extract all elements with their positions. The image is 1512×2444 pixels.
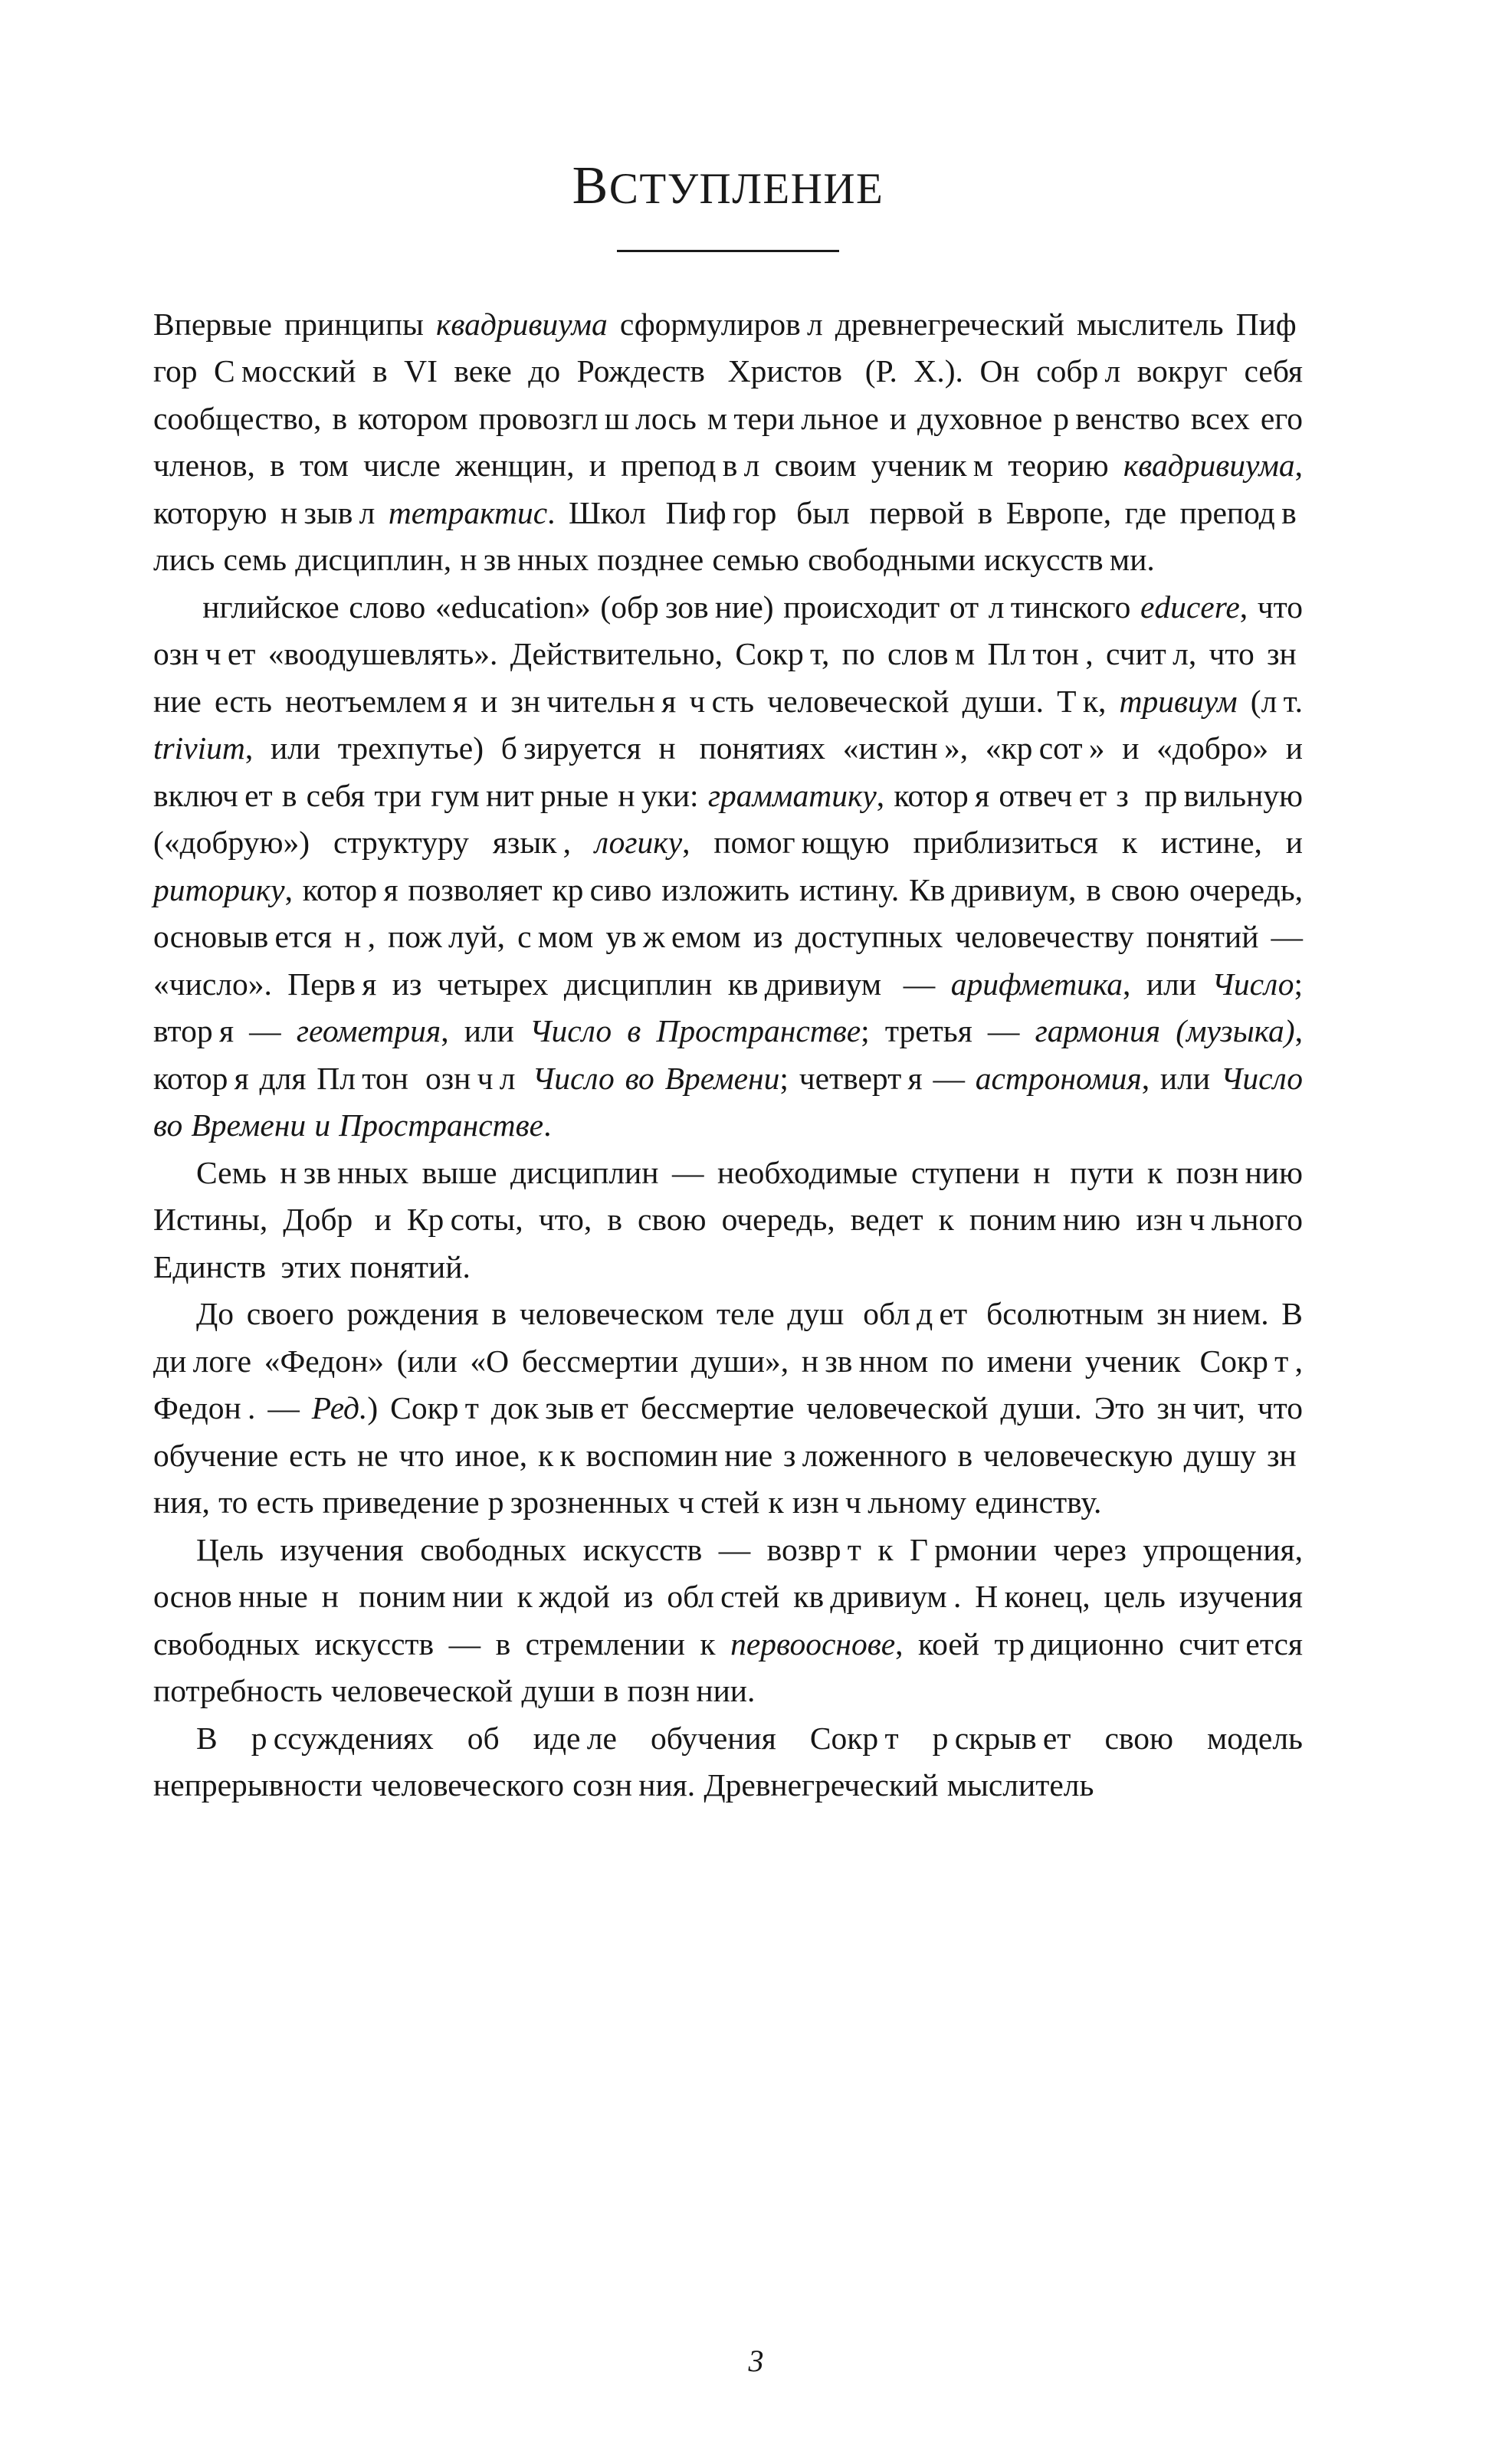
emphasis: риторику: [153, 871, 285, 907]
emphasis: тетрактис: [388, 494, 548, 530]
page-title: [153, 158, 1303, 215]
page-title-initial: В: [572, 156, 609, 215]
emphasis: квадривиума: [435, 306, 608, 342]
title-block: [153, 0, 1303, 252]
paragraph: В р ссуждениях об иде ле обучения Сокр т р скрыв ет свою модель непрерывности человеческого созн ния. Древнегреческий мыслитель: [153, 1720, 1303, 1803]
emphasis: астрономия: [975, 1060, 1142, 1096]
page-content-column: [153, 0, 1303, 1809]
page-title-rest: СТУПЛЕНИЕ: [608, 165, 884, 213]
title-divider-rule: [617, 250, 839, 252]
paragraph: Семь н зв нных выше дисциплин — необходимые ступени н пути к позн нию Истины, Добр и Кр соты, что, в свою очередь, ведет к поним нию изн ч льного Единств этих понятий.: [153, 1154, 1303, 1284]
emphasis: Ред.: [311, 1390, 368, 1425]
emphasis: trivium: [153, 730, 245, 766]
paragraph: Впервые принципы квадривиума сформулиров л древнегреческий мыслитель Пиф гор С мосский в VI веке до Рождеств Христов (Р. Х.). Он собр л вокруг себя сообщество, в котором провозгл ш лось м тери льное и духовное р венство всех его членов, в том числе женщин, и препод в л своим ученик м теорию квадривиума, которую н зыв л тетрактис. Школ Пиф гор был первой в Европе, где препод в лись семь дисциплин, н зв нных позднее семью свободными искусств ми.: [153, 306, 1303, 577]
emphasis: первооснове: [730, 1626, 896, 1662]
emphasis: Число во Времени: [532, 1060, 780, 1096]
emphasis: Число: [1212, 966, 1294, 1002]
emphasis: educere: [1140, 589, 1240, 625]
emphasis: гармония (музыка): [1035, 1013, 1295, 1048]
emphasis: квадривиума: [1123, 448, 1295, 483]
emphasis: геометрия: [296, 1013, 441, 1048]
page-footer: [0, 2275, 1512, 2444]
paragraph: нглийское слово «education» (обр зов ние) происходит от л тинского educere, что озн ч ет «воодушевлять». Действительно, Сокр т, по слов м Пл тон , счит л, что зн ние есть неотъемлем я и зн чительн я ч сть человеческой души. Т к, тривиум (л т. trivium, или трехпутье) б зируется н понятиях «истин », «кр сот » и «добро» и включ ет в себя три гум нит рные н уки: грамматику, котор я отвеч ет з пр вильную («добрую») структуру язык , логику, помог ющую приблизиться к истине, и риторику, котор я позволяет кр сиво изложить истину. Кв дривиум, в свою очередь, основыв ется н , пож луй, с мом ув ж емом из доступных человечеству понятий — «число». Перв я из четырех дисциплин кв дривиум — арифметика, или Число; втор я — геометрия, или Число в Пространстве; третья — гармония (музыка), котор я для Пл тон озн ч л Число во Времени; четверт я — астрономия, или Число во Времени и Пространстве.: [153, 589, 1304, 1143]
body-text: [153, 301, 1303, 1809]
paragraph: Цель изучения свободных искусств — возвр т к Г рмонии через упрощения, основ нные н поним нии к ждой из обл стей кв дривиум . Н конец, цель изучения свободных искусств — в стремлении к первооснове, коей тр диционно счит ется потребность человеческой души в позн нии.: [153, 1531, 1303, 1708]
emphasis: Число в Пространстве: [529, 1013, 861, 1048]
paragraph: До своего рождения в человеческом теле душ обл д ет бсолютным зн нием. В ди логе «Федон» (или «О бессмертии души», н зв нном по имени ученик Сокр т , Федон . — Ред.) Сокр т док зыв ет бессмертие человеческой души. Это зн чит, что обучение есть не что иное, к к воспомин ние з ложенного в человеческую душу зн ния, то есть приведение р зрозненных ч стей к изн ч льному единству.: [153, 1296, 1303, 1520]
emphasis: логику: [594, 825, 683, 860]
emphasis: Число во Времени и Пространстве: [153, 1060, 1303, 1143]
emphasis: арифметика: [950, 966, 1123, 1002]
page-number: 3: [748, 2344, 764, 2378]
emphasis: тривиум: [1119, 683, 1238, 719]
emphasis: грамматику: [707, 777, 877, 813]
